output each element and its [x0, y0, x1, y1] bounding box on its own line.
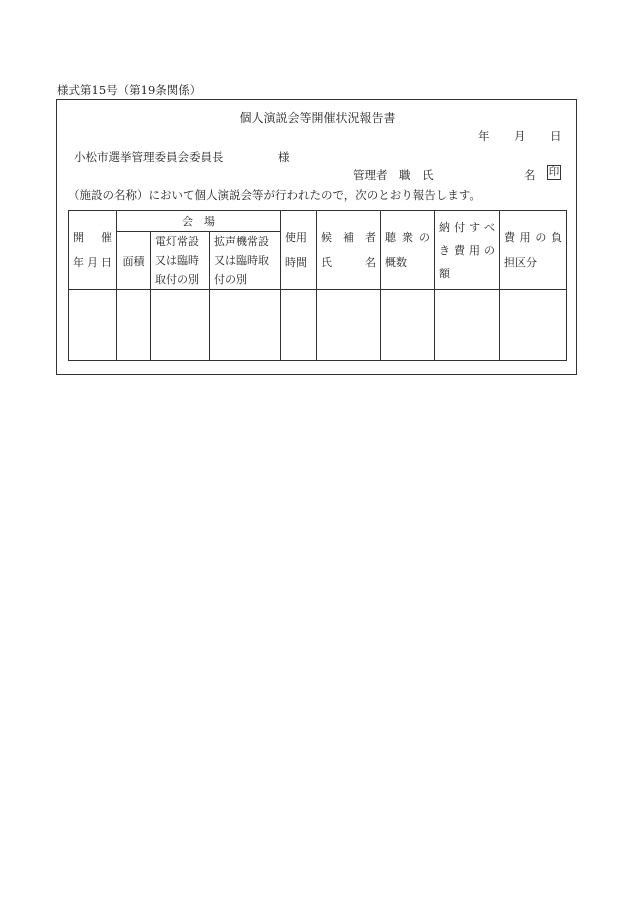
report-table [68, 210, 567, 361]
table-entry-row [69, 290, 567, 361]
header-lighting-line3: 取付の別 [155, 273, 199, 286]
header-time-line2: 時間 [285, 256, 307, 269]
form-title: 個人演説会等開催状況報告書 [239, 111, 396, 125]
header-venue: 会 場 [182, 215, 215, 228]
header-burden-cell [500, 211, 567, 290]
reporter-label: 管理者 職 氏 [353, 168, 434, 182]
header-candidate-cell [317, 211, 381, 290]
header-payment-line1: 納付すべ [439, 220, 495, 234]
header-date-line1: 開 催 [73, 231, 112, 244]
report-form-frame [56, 99, 577, 375]
header-area: 面積 [122, 254, 145, 268]
header-candidate-line1: 候 補 者 [321, 231, 376, 244]
seal-mark: 印 [548, 166, 560, 178]
date-year-label: 年 [478, 129, 490, 143]
header-date-line2: 年月日 [73, 256, 112, 269]
reporter-name-suffix: 名 [524, 168, 536, 182]
entry-time-cell[interactable] [281, 290, 317, 361]
table-header-row-1 [69, 211, 567, 232]
header-venue-cell [117, 211, 281, 232]
header-speaker-line1: 拡声機常設 [214, 235, 269, 248]
entry-payment-cell[interactable] [435, 290, 500, 361]
report-statement: （施設の名称）において個人演説会等が行われたので，次のとおり報告します。 [68, 188, 481, 202]
header-burden-line2: 担区分 [504, 256, 537, 269]
date-day-label: 日 [550, 129, 562, 143]
header-date-cell [69, 211, 117, 290]
header-audience-line2: 概数 [385, 256, 407, 269]
entry-burden-cell[interactable] [500, 290, 567, 361]
entry-speaker-cell[interactable] [210, 290, 281, 361]
header-time-cell [281, 211, 317, 290]
addressee-honorific: 様 [278, 150, 290, 164]
header-lighting-line1: 電灯常設 [155, 235, 199, 248]
header-payment-line3: 額 [439, 266, 450, 280]
header-speaker-line2: 又は臨時取 [214, 254, 269, 267]
entry-lighting-cell[interactable] [151, 290, 210, 361]
header-speaker-cell [210, 232, 281, 290]
header-lighting-line2: 又は臨時 [155, 254, 199, 267]
header-burden-line1: 費用の負 [504, 231, 562, 244]
header-candidate-line2: 氏 名 [321, 256, 376, 269]
header-payment-line2: き費用の [439, 243, 495, 257]
header-lighting-cell [151, 232, 210, 290]
entry-date-cell[interactable] [69, 290, 117, 361]
header-audience-cell [381, 211, 435, 290]
header-audience-line1: 聴 衆 の [385, 231, 430, 244]
entry-candidate-cell[interactable] [317, 290, 381, 361]
header-time-line1: 使用 [285, 231, 307, 244]
header-payment-cell [435, 211, 500, 290]
entry-area-cell[interactable] [117, 290, 151, 361]
addressee: 小松市選挙管理委員会委員長 [74, 150, 224, 164]
header-speaker-line3: 付の別 [214, 273, 247, 286]
date-month-label: 月 [514, 129, 526, 143]
entry-audience-cell[interactable] [381, 290, 435, 361]
header-area-cell [117, 232, 151, 290]
form-number: 様式第15号（第19条関係） [57, 83, 202, 97]
